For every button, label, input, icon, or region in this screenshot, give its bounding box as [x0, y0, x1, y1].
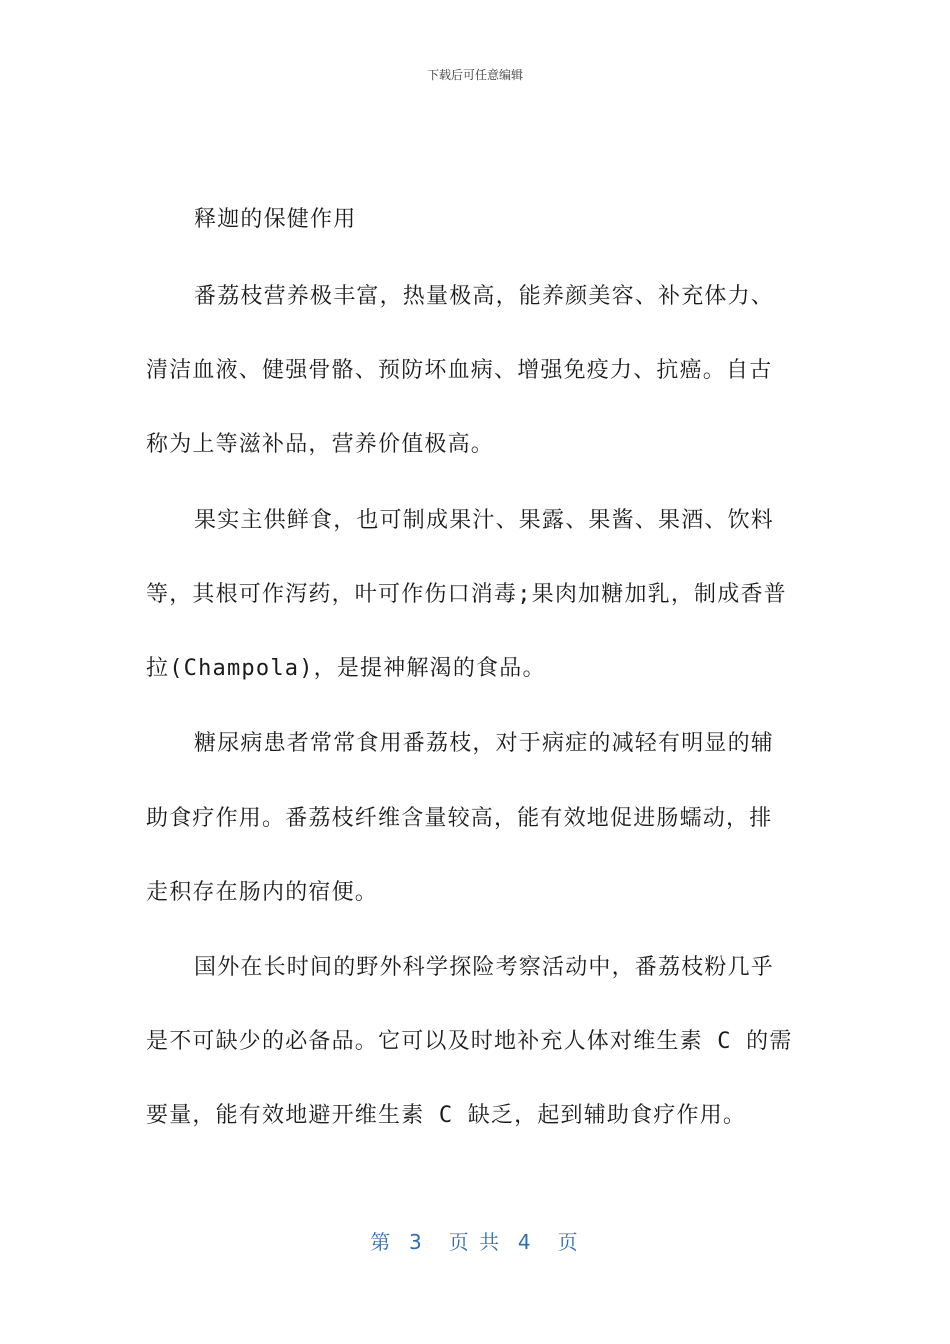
- paragraph-4-line-3: 要量，能有效地避开维生素 C 缺乏，起到辅助食疗作用。: [146, 1103, 747, 1128]
- paragraph-2-line-2: 等，其根可作泻药，叶可作伤口消毒;果肉加糖加乳，制成香普: [146, 582, 787, 607]
- paragraph-2-line-3: 拉(Champola)，是提神解渴的食品。: [146, 656, 546, 681]
- paragraph-1-line-2: 清洁血液、健强骨骼、预防坏血病、增强免疫力、抗癌。自古: [146, 358, 773, 383]
- paragraph-2-line-1: 果实主供鲜食，也可制成果汁、果露、果酱、果酒、饮料: [194, 508, 775, 533]
- header-note: 下载后可任意编辑: [426, 68, 523, 82]
- paragraph-4-line-2: 是不可缺少的必备品。它可以及时地补充人体对维生素 C 的需: [146, 1029, 793, 1054]
- paragraph-3-line-3: 走积存在肠内的宿便。: [146, 880, 379, 905]
- paragraph-1-line-3: 称为上等滋补品，营养价值极高。: [146, 432, 495, 457]
- paragraph-3-line-1: 糖尿病患者常常食用番荔枝，对于病症的减轻有明显的辅: [194, 731, 775, 756]
- page-number: 第 3 页 共 4 页: [370, 1230, 580, 1254]
- page-footer: [0, 1226, 950, 1255]
- paragraph-4-line-1: 国外在长时间的野外科学探险考察活动中，番荔枝粉几乎: [194, 955, 775, 980]
- section-title: 释迦的保健作用: [194, 207, 357, 232]
- paragraph-1-line-1: 番荔枝营养极丰富，热量极高，能养颜美容、补充体力、: [194, 284, 775, 309]
- paragraph-3-line-2: 助食疗作用。番荔枝纤维含量较高，能有效地促进肠蠕动，排: [146, 806, 773, 831]
